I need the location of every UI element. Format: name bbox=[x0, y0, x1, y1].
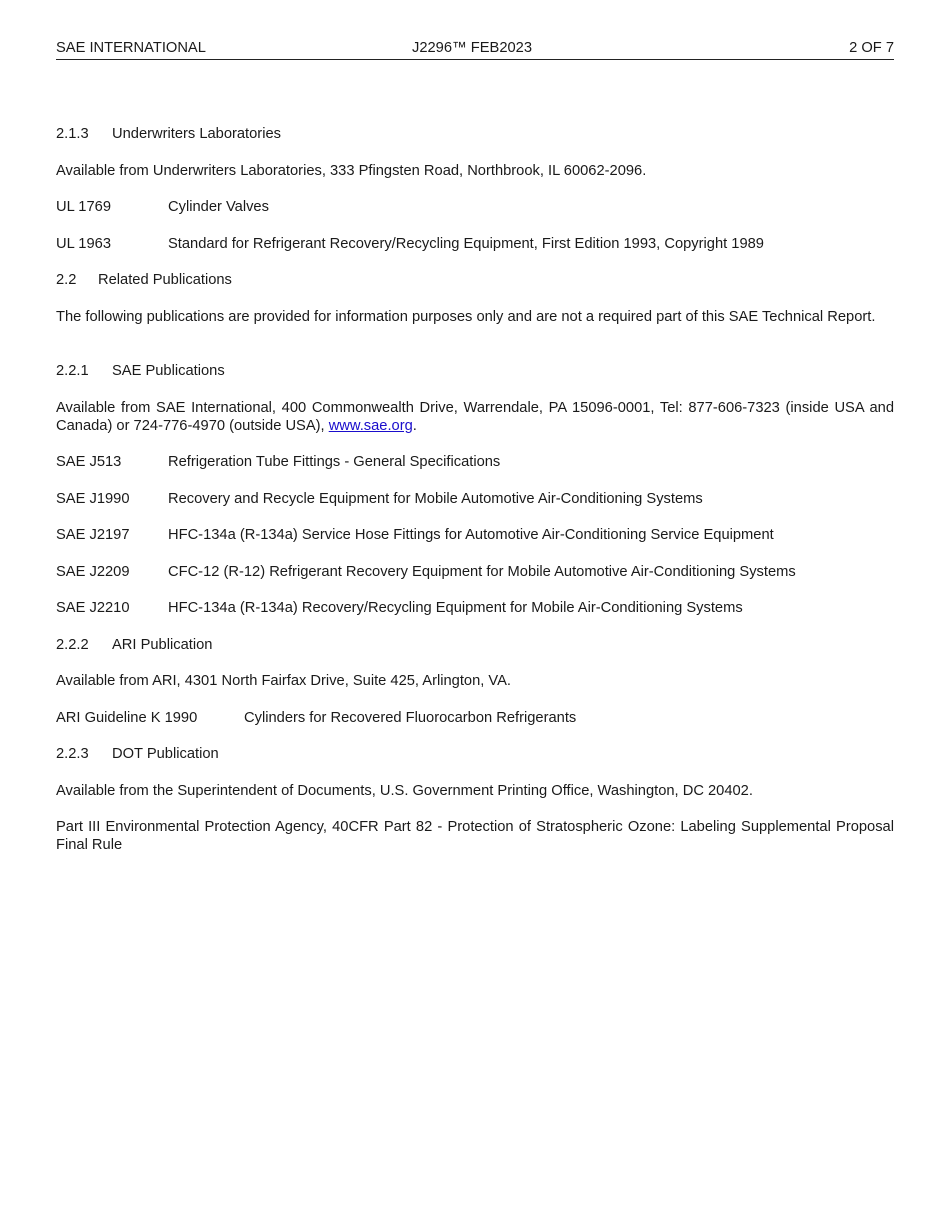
section-number: 2.1.3 bbox=[56, 126, 89, 142]
availability-text: Available from the Superintendent of Documents, U.S. Government Printing Office, Washington, DC 20402. bbox=[56, 783, 753, 799]
section-heading-2-2-3 bbox=[56, 745, 894, 763]
section-title: Underwriters Laboratories bbox=[112, 126, 281, 142]
reference-code: SAE J2209 bbox=[56, 564, 130, 580]
reference-title: Refrigeration Tube Fittings - General Specifications bbox=[168, 454, 501, 470]
section-number: 2.2.2 bbox=[56, 637, 89, 653]
reference-title: Recovery and Recycle Equipment for Mobile Automotive Air-Conditioning Systems bbox=[168, 491, 703, 507]
reference-entry bbox=[56, 453, 894, 471]
reference-code: UL 1963 bbox=[56, 236, 111, 252]
reference-title: Cylinder Valves bbox=[168, 199, 269, 215]
availability-body: Available from SAE International, 400 Commonwealth Drive, Warrendale, PA 15096-0001, Tel: 877-606-7323 (inside USA and Canada) or 724-776-4970 (outside USA), bbox=[56, 400, 894, 434]
sae-website-link[interactable]: www.sae.org bbox=[328, 418, 413, 434]
header-organization: SAE INTERNATIONAL bbox=[56, 40, 206, 56]
section-number: 2.2.1 bbox=[56, 363, 89, 379]
reference-entry bbox=[56, 563, 894, 581]
section-title: ARI Publication bbox=[112, 637, 213, 653]
paragraph-text: Part III Environmental Protection Agency, 40CFR Part 82 - Protection of Stratospheric Ozone: Labeling Supplemental Proposal Final Rule bbox=[56, 819, 894, 853]
reference-code: SAE J1990 bbox=[56, 491, 130, 507]
reference-code: SAE J2210 bbox=[56, 600, 130, 616]
page-header bbox=[56, 39, 894, 60]
reference-title: HFC-134a (R-134a) Recovery/Recycling Equipment for Mobile Air-Conditioning Systems bbox=[168, 600, 743, 616]
reference-entry bbox=[56, 599, 894, 617]
reference-title: Cylinders for Recovered Fluorocarbon Refrigerants bbox=[244, 710, 577, 726]
reference-code: SAE J513 bbox=[56, 454, 122, 470]
section-heading-2-2-1 bbox=[56, 362, 894, 380]
section-heading-2-2-2 bbox=[56, 636, 894, 654]
availability-text bbox=[56, 399, 894, 435]
reference-entry bbox=[56, 235, 894, 253]
section-number: 2.2 bbox=[56, 272, 77, 288]
reference-entry bbox=[56, 490, 894, 508]
reference-code: UL 1769 bbox=[56, 199, 111, 215]
reference-title: CFC-12 (R-12) Refrigerant Recovery Equipment for Mobile Automotive Air-Conditioning Systems bbox=[168, 564, 796, 580]
section-heading-2-1-3 bbox=[56, 125, 894, 143]
section-title: DOT Publication bbox=[112, 746, 219, 762]
section-title: Related Publications bbox=[98, 272, 232, 288]
reference-code: ARI Guideline K 1990 bbox=[56, 710, 198, 726]
reference-entry bbox=[56, 526, 894, 544]
availability-text: Available from Underwriters Laboratories, 333 Pfingsten Road, Northbrook, IL 60062-2096. bbox=[56, 163, 647, 179]
reference-code: SAE J2197 bbox=[56, 527, 130, 543]
reference-entry bbox=[56, 198, 894, 216]
paragraph-text: The following publications are provided for information purposes only and are not a required part of this SAE Technical Report. bbox=[56, 309, 876, 325]
availability-end: . bbox=[412, 418, 417, 434]
availability-text: Available from ARI, 4301 North Fairfax Drive, Suite 425, Arlington, VA. bbox=[56, 673, 511, 689]
header-page-number: 2 OF 7 bbox=[849, 40, 894, 56]
header-document-id: J2296™ FEB2023 bbox=[412, 40, 533, 56]
section-heading-2-2 bbox=[56, 271, 894, 289]
section-title: SAE Publications bbox=[112, 363, 225, 379]
reference-title: HFC-134a (R-134a) Service Hose Fittings for Automotive Air-Conditioning Service Equipment bbox=[168, 527, 774, 543]
reference-title: Standard for Refrigerant Recovery/Recycling Equipment, First Edition 1993, Copyright 1989 bbox=[168, 236, 764, 252]
reference-entry bbox=[56, 709, 894, 727]
section-number: 2.2.3 bbox=[56, 746, 89, 762]
